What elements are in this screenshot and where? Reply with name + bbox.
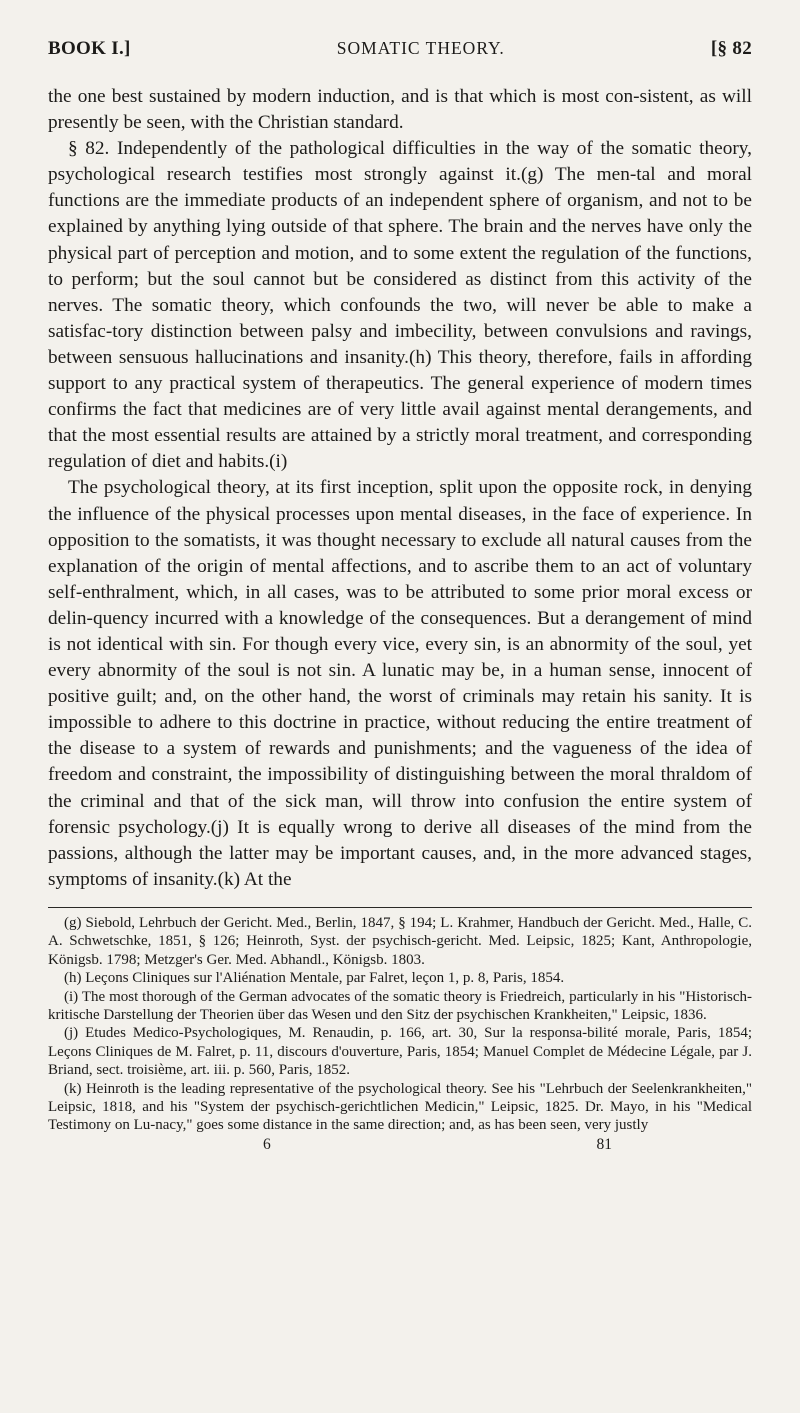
footnote-j: (j) Etudes Medico-Psychologiques, M. Renaudin, p. 166, art. 30, Sur la responsa-bilité morale, Paris, 1854; Leçons Cliniques de M. Falret, p. 11, discours d'ouverture, Paris, 1854; Manuel Complet de Médecine Légale, par J. Briand, sect. troisième, art. iii. p. 560, Paris, 1852. <box>48 1025 752 1079</box>
paragraph-continuation: the one best sustained by modern induction, and is that which is most con-sistent, as will presently be seen, with the Christian standard. <box>48 86 752 134</box>
footnotes <box>48 914 752 1135</box>
running-head-book: BOOK I.] <box>48 38 131 59</box>
footnote-i: (i) The most thorough of the German advocates of the somatic theory is Friedreich, particularly in his "Historisch-kritische Darstellung der Theorien über das Wesen und den Sitz der psychischen Krankheiten," Leipsic, 1836. <box>48 988 752 1023</box>
footnote-g: (g) Siebold, Lehrbuch der Gericht. Med., Berlin, 1847, § 194; L. Krahmer, Handbuch der Gericht. Med., Halle, C. A. Schwetschke, 1851, § 126; Heinroth, Syst. der psychisch-gericht. Med. Leipsic, 1825; Kant, Anthropologie, Königsb. 1798; Metzger's Ger. Med. Abhandl., Königsb. 1803. <box>48 914 752 968</box>
footnote-k: (k) Heinroth is the leading representative of the psychological theory. See his "Lehrbuch der Seelenkrankheiten," Leipsic, 1818, and his "System der psychisch-gerichtlichen Medicin," Leipsic, 1825. Dr. Mayo, in his "Medical Testimony on Lu-nacy," goes some distance in the same direction; and, as has been seen, very justly <box>48 1080 752 1134</box>
footnote-h: (h) Leçons Cliniques sur l'Aliénation Mentale, par Falret, leçon 1, p. 8, Paris, 1854. <box>64 970 565 987</box>
running-head-section: [§ 82 <box>710 38 752 59</box>
signature-mark: 6 <box>263 1135 271 1153</box>
running-head-title: SOMATIC THEORY. <box>336 38 505 58</box>
paragraph-section-82: § 82. Independently of the pathological difficulties in the way of the somatic theory, psychological research testifies most strongly against it.(g) The men-tal and moral functions are the immediate products of an independent sphere of organism, and not to be explained by anything lying outside of that sphere. The brain and the nerves have only the physical part of perception and motion, and to some extent the regulation of the functions, to perform; but the soul cannot but be considered as distinct from this activity of the nerves. The somatic theory, which confounds the two, will never be able to make a satisfac-tory distinction between palsy and imbecility, between convulsions and ravings, between sensuous hallucinations and insanity.(h) This theory, therefore, fails in affording support to any practical system of therapeutics. The general experience of modern times confirms the fact that medicines are of very little avail against mental derangements, and that the most essential results are attained by a strictly moral treatment, and corresponding regulation of diet and habits.(i) <box>48 138 752 473</box>
body-text <box>48 84 752 893</box>
paragraph-psychological-theory: The psychological theory, at its first inception, split upon the opposite rock, in denying the influence of the physical processes upon mental diseases, in the face of experience. In opposition to the somatists, it was thought necessary to exclude all natural causes from the explanation of the origin of mental affections, and to ascribe them to an act of voluntary self-enthralment, which, in all cases, was to be attributed to some prior moral excess or delin-quency incurred with a knowledge of the consequences. But a derangement of mind is not identical with sin. For though every vice, every sin, is an abnormity of the soul, yet every abnormity of the soul is not sin. A lunatic may be, in a human sense, innocent of positive guilt; and, on the other hand, the worst of criminals may retain his sanity. It is impossible to adhere to this doctrine in practice, without reducing the entire treatment of the disease to a system of rewards and punishments; and the vagueness of the idea of freedom and constraint, the impossibility of distinguishing between the moral thraldom of the criminal and that of the sick man, will throw into confusion the entire system of forensic psychology.(j) It is equally wrong to derive all diseases of the mind from the passions, although the latter may be important causes, and, in the more advanced stages, symptoms of insanity.(k) At the <box>48 477 752 890</box>
footnote-divider <box>48 907 752 908</box>
printer-signature <box>263 1135 612 1155</box>
running-head <box>48 38 752 78</box>
signature-page-number: 81 <box>596 1135 612 1153</box>
